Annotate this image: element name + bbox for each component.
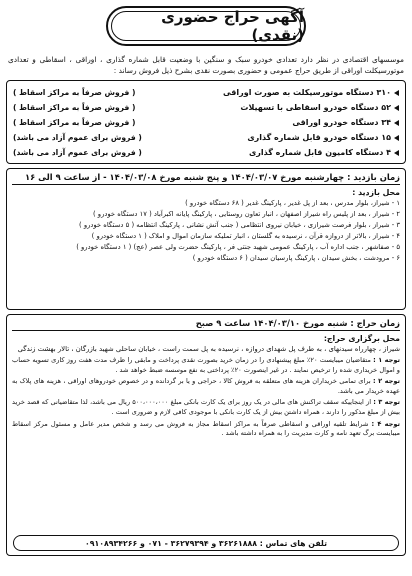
items-list xyxy=(6,80,406,164)
auction-venue: شیراز ، چهارراه سیدنهای ، به طرف پل شهدای دروازه ، نرسیده به پل سمت راست ، خیابان ساحلی شهید بازرگان ، تالار بهشت زندگی xyxy=(17,345,400,353)
note-label: توجه ۲ : xyxy=(372,377,400,386)
bullet-icon xyxy=(394,90,399,96)
visit-time-label: زمان بازدید : xyxy=(347,172,400,182)
list-item-label xyxy=(249,148,399,157)
list-item-label xyxy=(223,88,399,97)
auction-time-text: شنبه مورخ ۱۴۰۴/۰۳/۱۰ ساعت ۹ صبح xyxy=(195,318,348,328)
item-text: ۴ دستگاه کامیون قابل شماره گذاری xyxy=(248,148,391,157)
title-badge xyxy=(106,6,306,46)
auction-time xyxy=(12,318,400,331)
list-item-label xyxy=(240,103,399,112)
note-label: توجه ۱ : xyxy=(373,356,400,364)
list-item xyxy=(13,115,399,130)
item-note: ( فروش صرفاً به مراکز اسقاط ) xyxy=(13,103,136,112)
list-item xyxy=(13,145,399,160)
item-text: ۳۴ دستگاه خودرو اوراقی xyxy=(292,118,391,127)
item-note: ( فروش صرفاً به مراکز اسقاط ) xyxy=(13,118,136,127)
bullet-icon xyxy=(394,105,399,111)
intro-paragraph: موسسهای اقتصادی در نظر دارد تعدادی خودرو سبک و سنگین با وضعیت قابل شماره گذاری ، اوراقی ، اسقاطی و تعدادی موتورسیکلت اوراقی از طریق حراج عمومی و حضوری بصورت نقدی بشرح ذیل فروش رساند : xyxy=(8,55,404,75)
auction-time-label: زمان حراج : xyxy=(350,318,400,328)
item-note: ( فروش صرفاً به مراکز اسقاط ) xyxy=(13,88,136,97)
note-text: متقاضیان میبایست ۲۰٪ مبلغ پیشنهادی را در زمان خرید بصورت نقدی پرداخت و مابقی را ظرف مدت هفت روز کاری تسویه حساب و اموال خریداری شده را ترخیص نمایند . در غیر اینصورت ۲۰٪ پرداختی به نفع موسسه ضبط خواهد شد . xyxy=(12,356,400,374)
list-item-label xyxy=(292,118,399,127)
note-text: از اینجاییکه سقف تراکنش های مالی در یک روز برای یک کارت بانکی مبلغ ۵۰۰،۰۰۰،۰۰۰ ریال می باشد، لذا متقاضیانی که قصد خرید بیش از مبلغ مذکور را دارند ، همراه داشتن بیش از یک کارت بانکی با موجودی کافی لازم و ضروری است . xyxy=(12,398,400,416)
item-note: ( فروش برای عموم آزاد می باشد) xyxy=(13,148,142,157)
note-label: توجه ۳ : xyxy=(373,398,401,407)
list-item xyxy=(13,100,399,115)
page-title: آگهی حراج حضوری (نقدی) xyxy=(161,8,304,44)
visit-location-item: ۳ - شیراز ، بلوار فرصت شیرازی ، خیابان نیروی انتظامی ( جنب آتش نشانی ، پارکینگ انتظامه ( ۵ دستگاه خودرو ) xyxy=(79,221,400,229)
auction-venue-label: محل برگزاری حراج: xyxy=(323,334,400,343)
list-item xyxy=(13,130,399,145)
list-item-label xyxy=(247,133,399,142)
visit-location-item: ۶ - مرودشت ، بخش سیدان ، پارکینگ پارسیان سیدان ( ۶ دستگاه خودرو ) xyxy=(192,254,400,262)
title-area xyxy=(6,6,406,50)
visit-location-item: ۱ - شیراز، بلوار مدرس ، بعد از پل غدیر ، پارکینگ غدیر ( ۶۸ دستگاه خودرو ) xyxy=(185,199,400,207)
list-item xyxy=(13,85,399,100)
phone-contact xyxy=(13,535,399,551)
item-note: ( فروش برای عموم آزاد می باشد) xyxy=(13,133,142,142)
bullet-icon xyxy=(394,120,399,126)
bullet-icon xyxy=(394,150,399,156)
note-label: توجه ۴ : xyxy=(371,419,400,428)
item-text: ۱۵ دستگاه خودرو قابل شماره گذاری xyxy=(247,133,391,142)
visit-time-text: چهارشنبه مورخ ۱۴۰۴/۰۳/۰۷ و پنج شنبه مورخ ۱۴۰۴/۰۳/۰۸ - از ساعت ۹ الی ۱۶ xyxy=(25,172,345,182)
item-text: ۵۲ دستگاه خودرو اسقاطی با تسهیلات xyxy=(240,103,391,112)
phone-numbers: تلفن های تماس : ۳۶۲۶۱۸۸۸ و ۳۶۲۷۹۳۹۴ - ۰۷۱ و ۰۹۱۰۸۹۳۴۲۶۶ xyxy=(84,538,328,548)
auction-section xyxy=(6,314,406,556)
note-item xyxy=(12,420,400,439)
note-item xyxy=(12,356,400,375)
visit-location-item: ۲ - شیراز ، بعد از پلیس راه شیراز اصفهان ، انبار تعاون روستایی ، پارکینگ پایانه اکبرآباد ( ۱۷ دستگاه خودرو ) xyxy=(92,210,400,218)
note-text: برای تمامی خریداران هزینه های متعلقه به فروش کالا ، حراجی و یا بر گردانده و در خصوص خودروهای اوراقی ، هزینه های پلاک به عهده خریدار می باشد. xyxy=(12,377,400,395)
visit-location-item: ۵ - صفاشهر ، جنب اداره آب ، پارکینگ عمومی شهید جنتی فر ، پارکینگ حضرت ولی عصر (عج) ( ۱ دستگاه خودرو ) xyxy=(76,243,400,251)
item-text: ۳۱۰ دستگاه موتورسیکلت به صورت اوراقی xyxy=(223,88,391,97)
bullet-icon xyxy=(394,135,399,141)
visit-time xyxy=(12,172,400,185)
note-item xyxy=(12,398,400,417)
visit-section xyxy=(6,168,406,310)
visit-location-label: محل بازدید : xyxy=(352,188,400,197)
note-item xyxy=(12,377,400,396)
visit-location-item: ۴ - شیراز ، بالاتر از دروازه قرآن ، نرسیده به گلستان ، انبار تملیکه سازمان اموال و املاک ( ۱ دستگاه خودرو ) xyxy=(91,232,400,240)
note-text: شرایط تلقیه اوراقی و اسقاطی صرفاً به مراکز اسقاط مجاز به فروش می رسد و شخص مدیر عامل و مسئول مرکز اسقاط میبایست برگ تعهد نامه و کارت مدیریت را به همراه داشته باشد . xyxy=(12,419,400,438)
